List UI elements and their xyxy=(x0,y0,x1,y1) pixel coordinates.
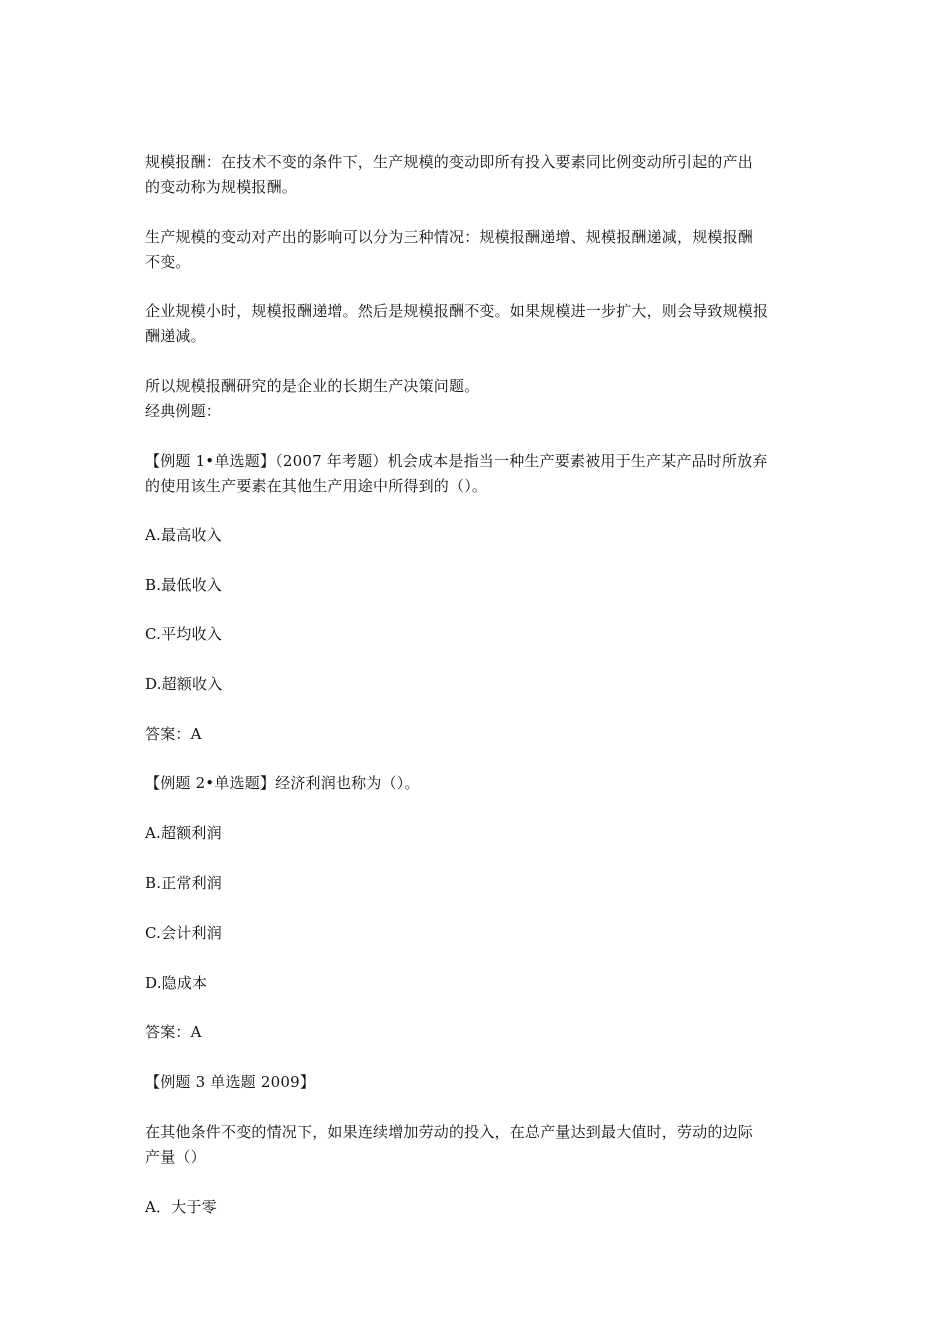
question-1-stem-line1: 【例题 1•单选题】（2007 年考题）机会成本是指当一种生产要素被用于生产某产品时所放弃 xyxy=(145,452,768,470)
question-1-option-d: D.超额收入 xyxy=(145,675,223,693)
question-3-stem-line1: 在其他条件不变的情况下，如果连续增加劳动的投入，在总产量达到最大值时，劳动的边际 xyxy=(145,1123,754,1141)
question-2-stem: 【例题 2•单选题】经济利润也称为（）。 xyxy=(145,774,420,792)
question-1-stem-line2: 的使用该生产要素在其他生产用途中所得到的（）。 xyxy=(145,477,488,495)
paragraph-scale-returns-definition-line2: 的变动称为规模报酬。 xyxy=(145,178,298,196)
question-3-header: 【例题 3 单选题 2009】 xyxy=(145,1073,316,1091)
section-heading-classic-examples: 经典例题： xyxy=(145,402,222,420)
question-1-answer: 答案：A xyxy=(145,725,202,743)
question-1-option-c: C.平均收入 xyxy=(145,625,222,643)
paragraph-firm-size-line2: 酬递减。 xyxy=(145,327,206,345)
question-2-answer: 答案：A xyxy=(145,1023,202,1041)
question-3-stem-line2: 产量（） xyxy=(145,1148,206,1166)
question-2-option-a: A.超额利润 xyxy=(145,824,222,842)
question-3-option-a: A．大于零 xyxy=(145,1198,217,1216)
question-1-option-b: B.最低收入 xyxy=(145,576,222,594)
paragraph-scale-returns-definition-line1: 规模报酬：在技术不变的条件下，生产规模的变动即所有投入要素同比例变动所引起的产出 xyxy=(145,153,754,171)
question-2-option-d: D.隐成本 xyxy=(145,974,208,992)
paragraph-firm-size-line1: 企业规模小时，规模报酬递增。然后是规模报酬不变。如果规模进一步扩大，则会导致规模报 xyxy=(145,302,769,320)
question-1-option-a: A.最高收入 xyxy=(145,526,222,544)
paragraph-three-cases-line1: 生产规模的变动对产出的影响可以分为三种情况：规模报酬递增、规模报酬递减，规模报酬 xyxy=(145,228,754,246)
paragraph-long-run-decision: 所以规模报酬研究的是企业的长期生产决策问题。 xyxy=(145,377,480,395)
question-2-option-c: C.会计利润 xyxy=(145,924,222,942)
paragraph-three-cases-line2: 不变。 xyxy=(145,253,191,271)
question-2-option-b: B.正常利润 xyxy=(145,874,222,892)
